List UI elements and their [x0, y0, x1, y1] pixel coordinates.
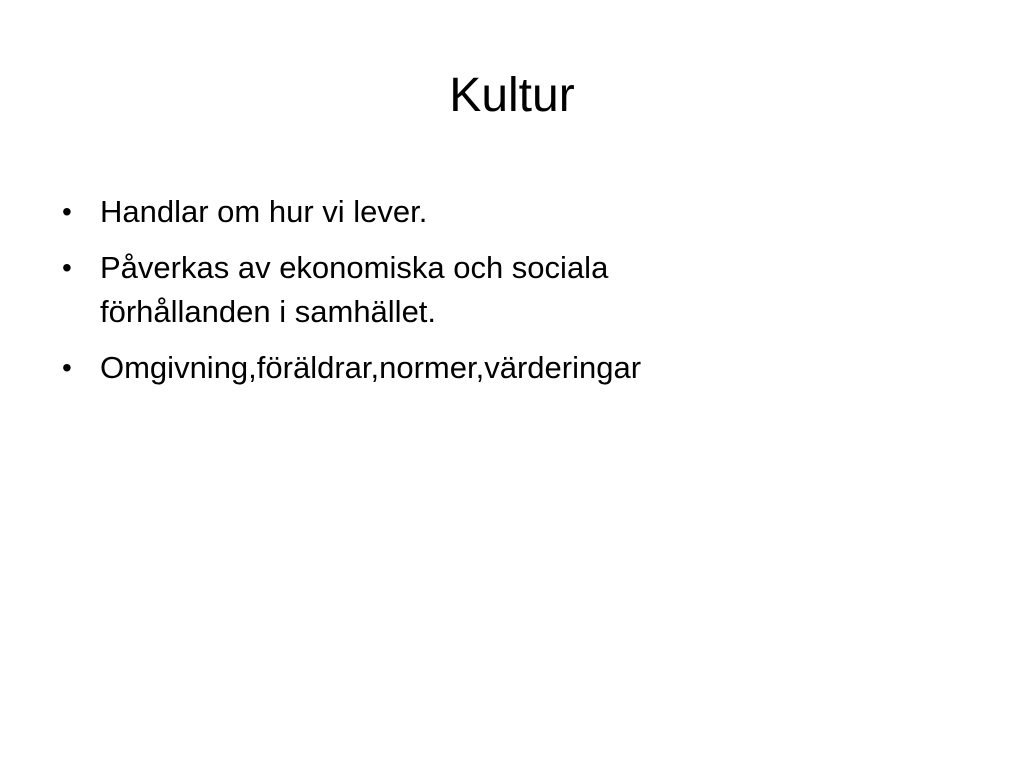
bullet-item	[62, 190, 962, 234]
bullet-text: Handlar om hur vi lever.	[100, 194, 428, 229]
bullet-icon: •	[62, 196, 72, 227]
bullet-list	[62, 190, 962, 402]
bullet-item	[62, 346, 962, 390]
bullet-item	[62, 246, 962, 334]
bullet-text: Påverkas av ekonomiska och sociala förhållanden i samhället.	[100, 250, 609, 329]
bullet-text: Omgivning,föräldrar,normer,värderingar	[100, 350, 642, 385]
bullet-icon: •	[62, 352, 72, 383]
slide-title: Kultur	[449, 69, 575, 122]
bullet-icon: •	[62, 252, 72, 283]
